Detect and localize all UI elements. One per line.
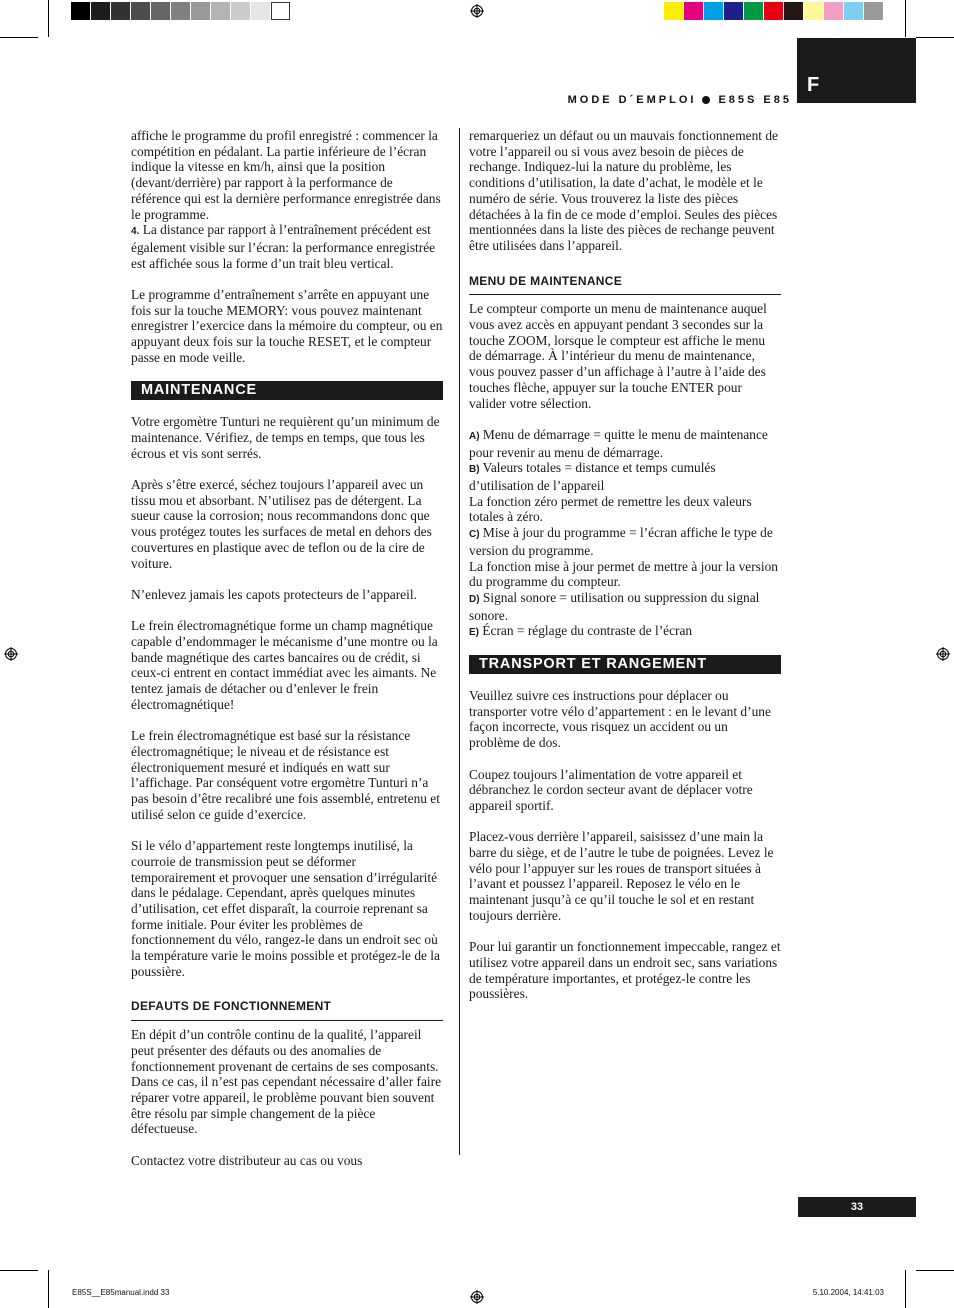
crop-mark <box>48 0 49 37</box>
crop-mark <box>905 1270 906 1308</box>
header-model: E85S E85 <box>718 94 792 106</box>
subheading-menu-maintenance: MENU DE MAINTENANCE <box>469 274 781 296</box>
list-item-note: La fonction mise à jour permet de mettre à jour la version du programme du compteur. <box>469 558 778 590</box>
crop-mark <box>905 0 906 37</box>
color-swatch <box>151 2 170 20</box>
language-tab <box>797 38 916 103</box>
list-item-note: La fonction zéro permet de remettre les deux valeurs totales à zéro. <box>469 493 752 525</box>
item-text: Valeurs totales = distance et temps cumulés d’utilisation de l’appareil <box>469 460 716 494</box>
color-swatch <box>664 2 683 20</box>
item-text: Écran = réglage du contraste de l’écran <box>479 623 693 639</box>
section-heading-maintenance: MAINTENANCE <box>131 381 443 400</box>
color-swatch <box>271 2 290 20</box>
paragraph: Placez-vous derrière l’appareil, saisissez d’une main la barre du siège, et de l’autre le tube de poignées. Levez le vélo pour l’appuyer sur les roues de transport situées à l’avant et poussez l’appareil. Reposez le vélo en le maintenant jusqu’à ce qu’il touche le sol et en restant toujours derrière. <box>469 829 774 923</box>
color-swatch <box>784 2 803 20</box>
color-swatch <box>171 2 190 20</box>
paragraph: remarqueriez un défaut ou un mauvais fonctionnement de votre l’appareil ou si vous avez besoin de pièces de rechange. Indiquez-lui la nature du problème, les conditions d’utilisation, la date d’achat, le modèle et le numéro de série. Vous trouverez la liste des pièces détachées à la fin de ce mode d’emploi. Seules des pièces mentionnées dans la liste des pièces de rechange peuvent être utilisées dans l’appareil. <box>469 128 778 253</box>
color-swatch <box>191 2 210 20</box>
registration-mark-icon <box>470 4 484 18</box>
list-item <box>469 590 781 623</box>
crop-mark <box>916 37 954 38</box>
color-swatch <box>864 2 883 20</box>
running-header <box>568 94 792 106</box>
paragraph: En dépit d’un contrôle continu de la qualité, l’appareil peut présenter des défauts ou des anomalies de fonctionnement provenant de certains de ses composants. Dans ce cas, il n’est pas cependant nécessaire d’aller faire réparer votre appareil, le problème pouvant bien souvent être résolu par simple changement de la pièce défectueuse. <box>131 1027 442 1137</box>
registration-mark-icon <box>936 647 950 661</box>
crop-mark <box>0 1270 38 1271</box>
paragraph: Le programme d’entraînement s’arrête en appuyant une fois sur la touche MEMORY: vous pouvez maintenant enregistrer l’exercice dans la mémoire du compteur, ou en appuyant deux fois sur la touche RESET, et le compteur passe en mode veille. <box>131 287 443 365</box>
paragraph: Si le vélo d’appartement reste longtemps inutilisé, la courroie de transmission peut se déformer temporairement et provoquer une sensation d’irrégularité dans le pédalage. Cependant, après quelques minutes d’utilisation, cet effet disparaît, la courroie reprenant sa forme initiale. Pour éviter les problèmes de fonctionnement du vélo, rangez-le dans un endroit sec où la température varie le moins possible et protégez-le de la poussière. <box>131 838 440 979</box>
color-swatch <box>251 2 270 20</box>
paragraph: Contactez votre distributeur au cas ou vous <box>131 1152 363 1168</box>
paragraph: Après s’être exercé, séchez toujours l’appareil avec un tissu mou et absorbant. N’utilisez pas de détergent. La sueur cause la corrosion; nous recommandons donc que vous protégez toutes les surfaces de metal en dehors des couvertures en plastique avec de teflon ou de la cire de voiture. <box>131 477 432 571</box>
list-item <box>469 623 781 641</box>
step-number: 4. <box>131 226 140 238</box>
right-column <box>469 128 781 1002</box>
color-swatch <box>91 2 110 20</box>
paragraph-text: La distance par rapport à l’entraînement précédent est également visible sur l’écran: la performance enregistrée est affichée sous la forme d’un trait bleu vertical. <box>131 222 436 271</box>
crop-mark <box>916 1270 954 1271</box>
color-swatch <box>764 2 783 20</box>
list-item <box>469 460 781 493</box>
color-swatch <box>231 2 250 20</box>
paragraph: Coupez toujours l’alimentation de votre appareil et débranchez le cordon secteur avant de déplacer votre appareil sportif. <box>469 766 753 813</box>
color-swatch <box>111 2 130 20</box>
color-swatch <box>211 2 230 20</box>
paragraph: Veuillez suivre ces instructions pour déplacer ou transporter votre vélo d’appartement : en le levant d’une façon incorrecte, vous risquez un accident ou un problème de dos. <box>469 688 771 751</box>
paragraph: Le frein électromagnétique est basé sur la résistance électromagnétique; le niveau et de résistance est électroniquement mesuré et indiqués en watt sur l’affichage. Par conséquent votre ergomètre Tunturi n’a pas besoin d’être recalibré une fois assemblé, entretenu et utilisé selon ce guide d’exercice. <box>131 728 440 822</box>
paragraph <box>131 222 443 271</box>
paragraph: Votre ergomètre Tunturi ne requièrent qu’un minimum de maintenance. Vérifiez, de temps en temps, que tous les écrous et vis sont serrés. <box>131 414 440 461</box>
item-letter: E) <box>469 627 479 639</box>
language-label: F <box>807 74 820 96</box>
color-swatch <box>824 2 843 20</box>
color-swatch <box>131 2 150 20</box>
subheading-defauts: DEFAUTS DE FONCTIONNEMENT <box>131 999 443 1021</box>
item-text: Menu de démarrage = quitte le menu de maintenance pour revenir au menu de démarrage. <box>469 426 768 460</box>
item-letter: B) <box>469 464 480 476</box>
paragraph: N’enlevez jamais les capots protecteurs de l’appareil. <box>131 586 417 602</box>
list-item <box>469 427 781 460</box>
list-item <box>469 525 781 558</box>
header-title: MODE D´EMPLOI <box>567 94 697 106</box>
footer-timestamp: 5.10.2004, 14:41:03 <box>812 1288 884 1297</box>
registration-mark-icon <box>470 1290 484 1304</box>
item-letter: A) <box>469 430 480 442</box>
color-swatch <box>724 2 743 20</box>
item-text: Mise à jour du programme = l’écran affiche le type de version du programme. <box>469 525 773 558</box>
item-letter: D) <box>469 593 480 605</box>
section-heading-transport: TRANSPORT ET RANGEMENT <box>469 655 781 674</box>
bullet-icon <box>702 96 710 104</box>
color-swatch <box>844 2 863 20</box>
paragraph: Le frein électromagnétique forme un champ magnétique capable d’endommager le mécanisme d’une montre ou la bande magnétique des cartes bancaires ou de crédit, si ceux-ci entrent en contact immédiat avec les aimants. Ne tentez jamais de détacher ou d’enlever le frein électromagnétique! <box>131 618 438 712</box>
column-divider <box>459 128 460 1155</box>
item-letter: C) <box>469 529 480 541</box>
paragraph: Le compteur comporte un menu de maintenance auquel vous avez accès en appuyant pendant 3 secondes sur la touche ZOOM, lorsque le compteur est affiche le menu de démarrage. À l’intérieur du menu de maintenance, vous pouvez passer d’un affichage à l’autre à l’aide des touches flèche, appuyer sur la touche ENTER pour valider votre sélection. <box>469 301 767 411</box>
color-swatch <box>71 2 90 20</box>
item-text: Signal sonore = utilisation ou suppression du signal sonore. <box>469 589 760 623</box>
color-swatch <box>684 2 703 20</box>
footer-filename: E85S__E85manual.indd 33 <box>72 1288 170 1297</box>
paragraph: Pour lui garantir un fonctionnement impeccable, rangez et utilisez votre appareil dans un endroit sec, sans variations de température importantes, et protégez-le contre les poussières. <box>469 939 781 1002</box>
left-column <box>131 128 443 1168</box>
crop-mark <box>48 1270 49 1308</box>
crop-mark <box>0 37 38 38</box>
color-swatch <box>804 2 823 20</box>
color-swatch <box>704 2 723 20</box>
registration-mark-icon <box>4 647 18 661</box>
color-swatch <box>744 2 763 20</box>
paragraph: affiche le programme du profil enregistré : commencer la compétition en pédalant. La partie inférieure de l’écran indique la vitesse en km/h, ainsi que la position (devant/derrière) par rapport à la performance de référence qui est la dernière performance enregistrée dans le programme. <box>131 128 441 222</box>
page-number: 33 <box>798 1197 916 1217</box>
